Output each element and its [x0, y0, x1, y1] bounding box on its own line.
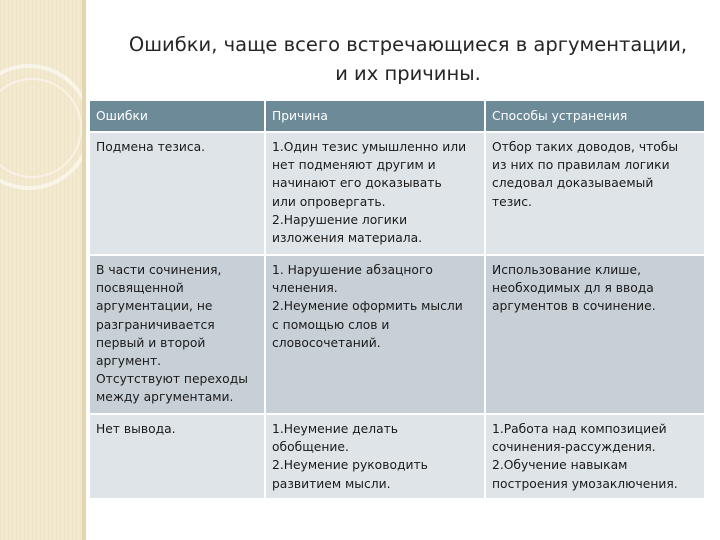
- cell-text: 2.Неумение руководить: [272, 458, 428, 473]
- cell-text: тезис.: [492, 194, 532, 209]
- cell-text: 1. Нарушение абзацного: [272, 263, 433, 277]
- cell-text: построения умозаключения.: [492, 476, 678, 491]
- cell-text: обобщение.: [272, 440, 349, 455]
- cell-fix: [486, 133, 704, 256]
- cell-text: разграничивается: [96, 317, 215, 332]
- table-header-row: [90, 101, 704, 133]
- cell-cause: [266, 415, 486, 500]
- cell-text: Нет вывода.: [96, 422, 176, 436]
- cell-error: [90, 133, 266, 256]
- cell-text: 2.Неумение оформить мысли: [272, 299, 463, 314]
- decorative-left-band: [0, 0, 82, 540]
- cell-text: или опровергать.: [272, 194, 386, 209]
- slide-title-line1: Ошибки, чаще всего встречающиеся в аргументации,: [128, 33, 688, 56]
- cell-text: из них по правилам логики: [492, 158, 670, 173]
- cell-cause: [266, 133, 486, 256]
- cell-text: 1.Работа над композицией: [492, 422, 667, 436]
- cell-text: членения.: [272, 281, 338, 296]
- cell-text: Отсутствуют переходы: [96, 372, 248, 387]
- errors-table: [90, 101, 704, 500]
- cell-fix: [486, 256, 704, 415]
- cell-text: аргументов в сочинение.: [492, 299, 656, 314]
- cell-text: Отбор таких доводов, чтобы: [492, 140, 679, 154]
- cell-text: с помощью слов и: [272, 317, 390, 332]
- cell-text: аргументации, не: [96, 299, 213, 314]
- cell-text: начинают его доказывать: [272, 176, 442, 191]
- cell-cause: [266, 256, 486, 415]
- cell-fix: [486, 415, 704, 500]
- cell-text: развитием мысли.: [272, 476, 391, 491]
- band-divider: [82, 0, 86, 540]
- cell-text: сочинения-рассуждения.: [492, 440, 656, 455]
- cell-text: изложения материала.: [272, 231, 423, 246]
- cell-text: 2.Обучение навыкам: [492, 458, 628, 473]
- cell-error: [90, 256, 266, 415]
- cell-text: посвященной: [96, 281, 184, 296]
- cell-text: 1.Неумение делать: [272, 422, 399, 436]
- cell-text: аргумент.: [96, 354, 162, 369]
- header-errors: Ошибки: [90, 101, 266, 133]
- cell-text: 2.Нарушение логики: [272, 212, 408, 227]
- cell-text: первый и второй: [96, 335, 206, 350]
- table-row: [90, 256, 704, 415]
- cell-error: [90, 415, 266, 500]
- cell-text: 1.Один тезис умышленно или: [272, 140, 467, 154]
- cell-text: Подмена тезиса.: [96, 140, 206, 154]
- cell-text: Использование клише,: [492, 263, 641, 277]
- cell-text: между аргументами.: [96, 390, 234, 405]
- cell-text: В части сочинения,: [96, 263, 222, 277]
- slide-title-line2: и их причины.: [335, 62, 481, 85]
- cell-text: следовал доказываемый: [492, 176, 654, 191]
- header-cause: Причина: [266, 101, 486, 133]
- table-row: [90, 133, 704, 256]
- cell-text: необходимых дл я ввода: [492, 281, 654, 296]
- cell-text: словосочетаний.: [272, 335, 381, 350]
- header-fix: Способы устранения: [486, 101, 704, 133]
- table-row: [90, 415, 704, 500]
- slide-title: [118, 30, 698, 88]
- cell-text: нет подменяют другим и: [272, 158, 436, 173]
